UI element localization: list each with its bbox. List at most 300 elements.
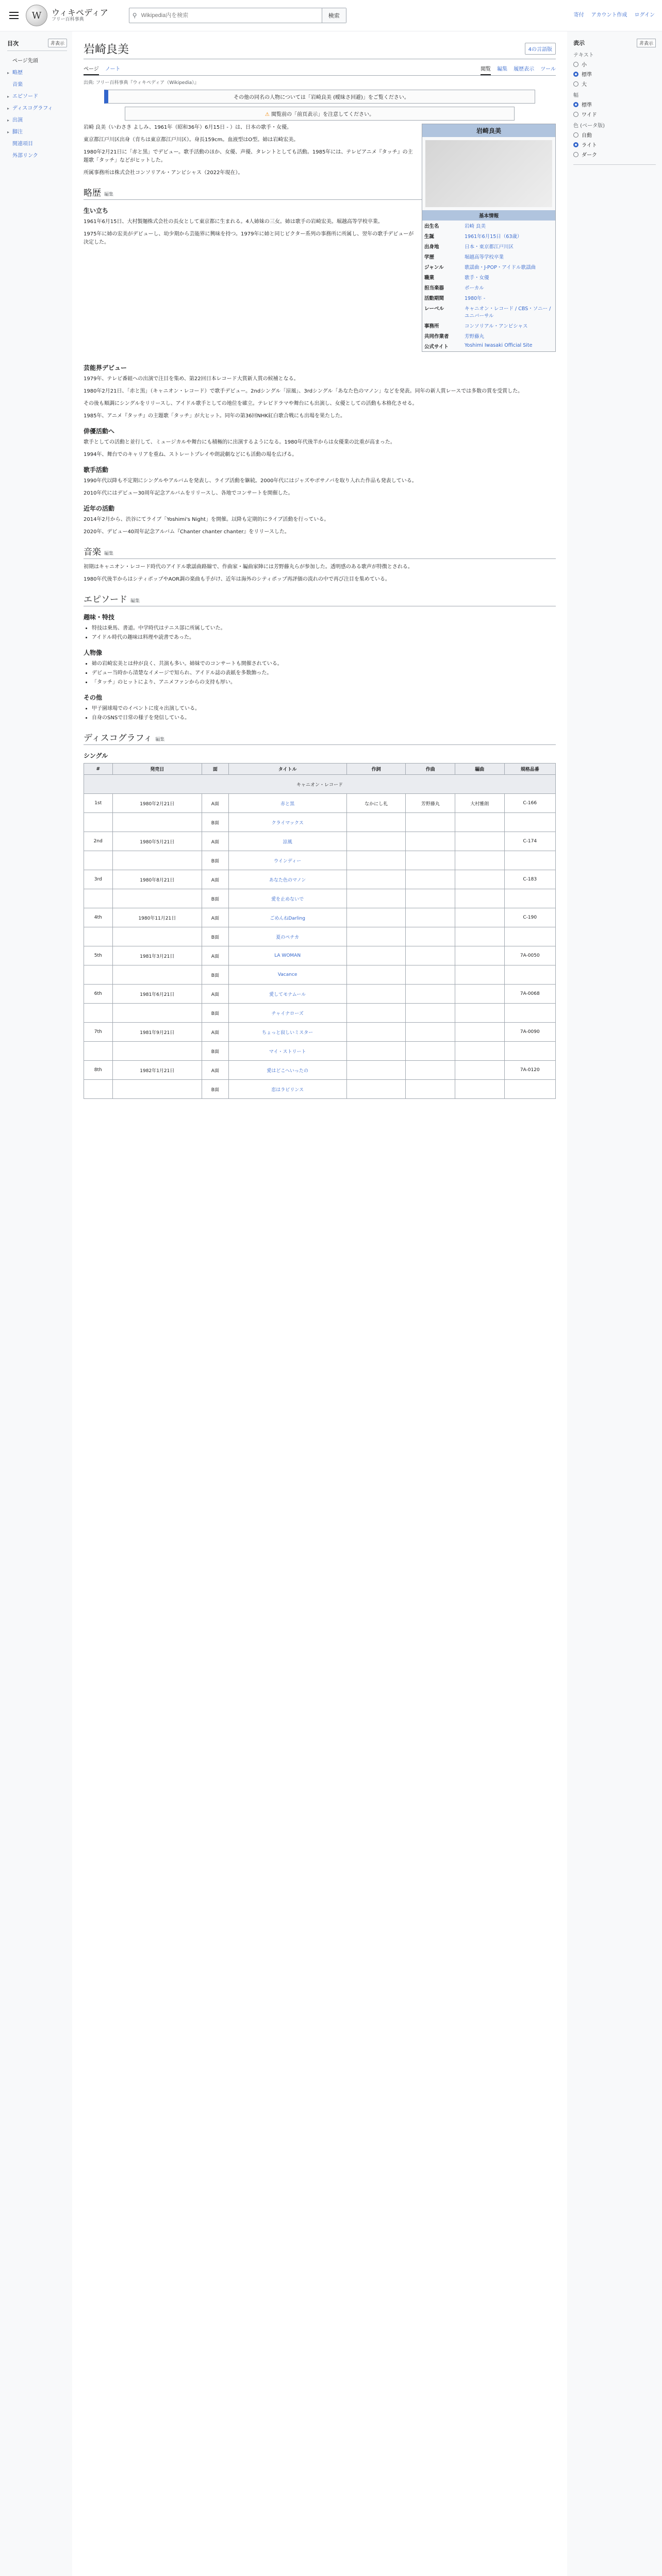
infobox-section: 基本情報 xyxy=(422,210,555,221)
radio-label: 自動 xyxy=(582,133,592,139)
paragraph: 1990年代以降も不定期にシングルやアルバムを発表し、ライブ活動を継続。2000年代にはジャズやボサノバを取り入れた作品も発表している。 xyxy=(84,478,417,484)
table-cell xyxy=(346,946,406,965)
table-row xyxy=(84,794,556,813)
paragraph: その後も順調にシングルをリリースし、アイドル歌手としての地位を確立。テレビドラマや舞台にも出演し、女優としての活動も本格化させる。 xyxy=(84,401,418,406)
infobox-row xyxy=(422,303,555,320)
radio-label: 大 xyxy=(582,82,587,88)
table-cell[interactable]: 涼風 xyxy=(228,832,346,851)
page-title xyxy=(84,41,556,59)
table-cell[interactable]: クライマックス xyxy=(228,813,346,832)
infobox-value[interactable]: Yoshimi Iwasaki Official Site xyxy=(465,343,533,348)
table-cell xyxy=(406,985,455,1004)
table-cell xyxy=(84,889,113,908)
text-size-label: テキスト xyxy=(573,53,594,58)
radio-label: ワイド xyxy=(582,112,597,118)
radio-option[interactable] xyxy=(573,131,656,139)
paragraph: 1985年、アニメ『タッチ』の主題歌「タッチ」が大ヒット。同年の第36回NHK紅白歌合戦にも出場を果たした。 xyxy=(84,413,346,419)
bullet-list xyxy=(84,624,556,642)
table-row xyxy=(84,946,556,965)
tab-page[interactable]: ページ xyxy=(84,62,99,75)
table-cell: B面 xyxy=(202,1004,228,1023)
table-cell xyxy=(406,870,455,889)
table-cell: 7A-0050 xyxy=(504,946,555,965)
table-row xyxy=(84,1004,556,1023)
table-cell xyxy=(112,927,202,946)
table-cell xyxy=(455,965,504,985)
table-cell: A面 xyxy=(202,1061,228,1080)
table-cell xyxy=(346,927,406,946)
table-row xyxy=(84,851,556,870)
table-cell: 5th xyxy=(84,946,113,965)
infobox-value[interactable]: 歌手・女優 xyxy=(465,275,489,281)
table-row xyxy=(84,965,556,985)
table-cell xyxy=(406,832,455,851)
radio-option[interactable] xyxy=(573,150,656,158)
infobox-value[interactable]: 歌謡曲・J-POP・アイドル歌謡曲 xyxy=(465,265,536,270)
infobox-row xyxy=(422,251,555,262)
table-cell: 3rd xyxy=(84,870,113,889)
table-cell xyxy=(346,1061,406,1080)
infobox-key: 生誕 xyxy=(424,234,435,240)
table-cell: B面 xyxy=(202,1080,228,1099)
table-cell: A面 xyxy=(202,794,228,813)
table-cell xyxy=(455,1080,504,1099)
page-layout xyxy=(0,31,662,2576)
radio-label: 標準 xyxy=(582,103,592,108)
table-cell: A面 xyxy=(202,908,228,927)
table-header-row xyxy=(84,764,556,775)
subsection-heading: 生い立ち xyxy=(84,207,109,214)
table-cell: B面 xyxy=(202,965,228,985)
table-cell xyxy=(84,965,113,985)
table-row xyxy=(84,870,556,889)
table-cell xyxy=(455,832,504,851)
toc-item[interactable] xyxy=(7,54,67,66)
table-cell: 7A-0068 xyxy=(504,985,555,1004)
table-cell: 1981年6月21日 xyxy=(112,985,202,1004)
table-cell xyxy=(84,1080,113,1099)
appearance-box xyxy=(573,39,656,165)
table-cell[interactable]: 恋はラビリンス xyxy=(228,1080,346,1099)
radio-dot-icon[interactable] xyxy=(573,142,578,147)
radio-option[interactable] xyxy=(573,141,656,148)
radio-dot-icon[interactable] xyxy=(573,81,578,87)
table-cell[interactable]: あなた色のマノン xyxy=(228,870,346,889)
infobox-key: 出生名 xyxy=(424,224,439,229)
column-header: # xyxy=(84,764,113,775)
table-cell xyxy=(406,946,455,965)
paragraph: 歌手としての活動と並行して、ミュージカルや舞台にも積極的に出演するようになる。1980年代後半からは女優業の比重が高まった。 xyxy=(84,439,395,445)
portrait-image[interactable] xyxy=(425,140,552,207)
list-item: • デビュー当時から清楚なイメージで知られ、アイドル誌の表紙を多数飾った。 xyxy=(92,669,556,677)
column-header: 作曲 xyxy=(406,764,455,775)
page-tabs xyxy=(84,62,556,76)
main-menu-button[interactable] xyxy=(6,8,22,23)
toc-item[interactable] xyxy=(7,137,67,149)
table-cell xyxy=(455,870,504,889)
table-cell xyxy=(346,965,406,985)
radio-dot-icon[interactable] xyxy=(573,102,578,107)
table-cell xyxy=(112,813,202,832)
table-cell: A面 xyxy=(202,1023,228,1042)
table-cell[interactable]: 愛はどこへいったの xyxy=(228,1061,346,1080)
table-cell xyxy=(455,1061,504,1080)
infobox-value[interactable]: 堀越高等学校卒業 xyxy=(465,255,504,260)
infobox-value[interactable]: 1961年6月15日（63歳） xyxy=(465,234,522,240)
infobox-row xyxy=(422,241,555,251)
paragraph: 初期はキャニオン・レコード時代のアイドル歌謡曲路線で、作曲家・編曲家陣には芳野藤丸らが参加した。透明感のある歌声が特徴とされる。 xyxy=(84,564,413,570)
menu-line xyxy=(9,18,19,19)
bullet-list xyxy=(84,660,556,687)
section-heading-episode xyxy=(84,592,556,606)
edit-link[interactable]: 編集 xyxy=(104,192,114,197)
table-row xyxy=(84,889,556,908)
subsection-heading: 歌手活動 xyxy=(84,466,109,473)
table-cell: 6th xyxy=(84,985,113,1004)
table-cell xyxy=(346,832,406,851)
radio-label: 小 xyxy=(582,62,587,68)
toc-hide-button[interactable]: 非表示 xyxy=(48,39,67,47)
radio-dot-icon[interactable] xyxy=(573,72,578,77)
table-cell: 4th xyxy=(84,908,113,927)
lead-paragraph: 所属事務所は株式会社コンソリアル・アンビシャス（2022年現在）。 xyxy=(84,170,243,176)
table-cell xyxy=(455,927,504,946)
infobox-key: 学歴 xyxy=(424,255,435,260)
table-cell: 7th xyxy=(84,1023,113,1042)
table-cell[interactable]: ちょっと寂しいミスター xyxy=(228,1023,346,1042)
infobox-key: 活動期間 xyxy=(424,296,444,301)
table-cell: 1980年11月21日 xyxy=(112,908,202,927)
subsection-heading: 趣味・特技 xyxy=(84,614,115,621)
table-cell: A面 xyxy=(202,870,228,889)
table-cell[interactable]: 赤と黒 xyxy=(228,794,346,813)
table-cell xyxy=(346,1004,406,1023)
color-options xyxy=(573,131,656,158)
table-cell xyxy=(504,1042,555,1061)
search-icon: ⚲ xyxy=(132,12,137,19)
appearance-title: 表示 xyxy=(573,40,585,46)
radio-option[interactable] xyxy=(573,100,656,108)
paragraph: 1979年、テレビ番組への出演で注目を集め、第22回日本レコード大賞新人賞の候補となる。 xyxy=(84,376,299,382)
menu-line xyxy=(9,15,19,16)
table-cell[interactable]: 愛を止めないで xyxy=(228,889,346,908)
paragraph: 1994年、舞台でのキャリアを重ね、ストレートプレイや朗読劇などにも活動の場を広げる。 xyxy=(84,452,297,457)
table-cell xyxy=(504,1080,555,1099)
edit-link[interactable]: 編集 xyxy=(155,737,165,742)
chevron-right-icon[interactable]: ▸ xyxy=(7,71,10,75)
table-row xyxy=(84,1080,556,1099)
source-line: 出典: フリー百科事典『ウィキペディア（Wikipedia）』 xyxy=(84,80,199,86)
edit-link[interactable]: 編集 xyxy=(130,599,140,604)
table-cell: 1st xyxy=(84,794,113,813)
site-header xyxy=(0,0,662,31)
radio-option[interactable] xyxy=(573,110,656,118)
infobox-value[interactable]: コンソリアル・アンビシャス xyxy=(465,324,528,329)
table-cell: 1980年5月21日 xyxy=(112,832,202,851)
donate-link[interactable]: 寄付 xyxy=(573,12,584,18)
column-header: 規格品番 xyxy=(504,764,555,775)
table-cell xyxy=(406,1023,455,1042)
table-cell[interactable]: チャイナローズ xyxy=(228,1004,346,1023)
table-cell xyxy=(346,870,406,889)
infobox-row xyxy=(422,293,555,303)
toc-item[interactable] xyxy=(7,125,67,137)
table-cell xyxy=(84,851,113,870)
table-cell xyxy=(84,1042,113,1061)
infobox-value[interactable]: 岩崎 良美 xyxy=(465,224,486,229)
logo-title: ウィキペディア xyxy=(52,8,108,18)
table-row xyxy=(84,927,556,946)
page-title-text: 岩崎良美 xyxy=(84,43,129,56)
table-cell xyxy=(84,813,113,832)
infobox-row xyxy=(422,221,555,231)
toc-item-label: エピソード xyxy=(12,94,38,99)
table-cell xyxy=(112,1080,202,1099)
radio-label: ダーク xyxy=(582,152,597,158)
table-cell xyxy=(504,813,555,832)
list-item: • アイドル時代の趣味は料理や読書であった。 xyxy=(92,634,556,642)
tab-talk[interactable]: ノート xyxy=(105,66,121,72)
table-cell[interactable]: ウインディー xyxy=(228,851,346,870)
table-cell: B面 xyxy=(202,927,228,946)
table-cell xyxy=(455,813,504,832)
table-cell: 1980年8月21日 xyxy=(112,870,202,889)
infobox-key: レーベル xyxy=(424,306,444,312)
toc-item[interactable] xyxy=(7,66,67,78)
table-cell[interactable]: ごめんねDarling xyxy=(228,908,346,927)
radio-option[interactable] xyxy=(573,80,656,88)
list-item: • 姉の岩崎宏美とは仲が良く、共演も多い。姉妹でのコンサートも開催されている。 xyxy=(92,660,556,668)
subsection-heading: その他 xyxy=(84,694,103,701)
infobox-row xyxy=(422,320,555,331)
label-row xyxy=(84,775,556,794)
table-row xyxy=(84,813,556,832)
color-label: 色 (ベータ版) xyxy=(573,123,605,129)
infobox-row xyxy=(422,341,555,351)
toc-header xyxy=(7,39,67,51)
lead-paragraph: 1980年2月21日に「赤と黒」でデビュー。歌手活動のほか、女優、声優、タレントとしても活動。1985年には、テレビアニメ『タッチ』の主題歌「タッチ」などがヒットした。 xyxy=(84,149,413,163)
chevron-right-icon[interactable]: ▸ xyxy=(7,106,10,111)
toc-list xyxy=(7,54,67,161)
disambiguation-box: その他の同名の人物については「岩崎良美 (曖昧さ回避)」をご覧ください。 xyxy=(104,90,535,104)
radio-dot-icon[interactable] xyxy=(573,152,578,157)
radio-dot-icon[interactable] xyxy=(573,62,578,67)
subsection-heading: 近年の活動 xyxy=(84,505,115,512)
notice-text: 閲覧前の「前頁表示」を注意してください。 xyxy=(271,112,375,117)
page-bottom-spacer xyxy=(84,1099,556,1181)
toc-item[interactable] xyxy=(7,149,67,161)
column-header: 発売日 xyxy=(112,764,202,775)
infobox-key: 共同作業者 xyxy=(424,334,449,340)
table-cell xyxy=(455,985,504,1004)
table-cell xyxy=(406,1061,455,1080)
table-cell: C-183 xyxy=(504,870,555,889)
table-cell xyxy=(504,927,555,946)
main-content xyxy=(72,31,567,2576)
infobox xyxy=(422,124,556,352)
radio-label: ライト xyxy=(582,143,597,148)
toc-item[interactable] xyxy=(7,90,67,101)
table-cell: 大村雅朗 xyxy=(455,794,504,813)
table-cell xyxy=(455,946,504,965)
label-cell[interactable]: キャニオン・レコード xyxy=(84,775,556,794)
table-cell[interactable]: Vacance xyxy=(228,965,346,985)
paragraph: 1980年代後半からはシティポップやAOR調の楽曲も手がけ、近年は海外のシティポップ再評価の流れの中で再び注目を集めている。 xyxy=(84,577,390,582)
table-cell xyxy=(346,1080,406,1099)
table-cell xyxy=(455,889,504,908)
infobox-row xyxy=(422,231,555,241)
table-cell xyxy=(455,1004,504,1023)
edit-link[interactable]: 編集 xyxy=(104,551,114,556)
chevron-right-icon[interactable]: ▸ xyxy=(7,130,10,134)
table-cell xyxy=(84,927,113,946)
toc-item-label: ページ先頭 xyxy=(12,58,38,64)
chevron-right-icon[interactable]: ▸ xyxy=(7,94,10,99)
table-cell xyxy=(346,851,406,870)
toc-item[interactable] xyxy=(7,78,67,90)
radio-option[interactable] xyxy=(573,70,656,78)
table-cell xyxy=(112,889,202,908)
chevron-right-icon[interactable]: ▸ xyxy=(7,118,10,123)
tab-tools[interactable]: ツール xyxy=(540,66,556,72)
infobox-key: 担当楽器 xyxy=(424,285,444,291)
subsection-heading: 人物像 xyxy=(84,649,103,656)
heading-text: エピソード xyxy=(84,595,127,605)
appearance-panel xyxy=(567,31,662,2576)
table-cell[interactable]: LA WOMAN xyxy=(228,946,346,965)
tab-read[interactable]: 閲覧 xyxy=(481,62,491,75)
table-cell xyxy=(406,1080,455,1099)
table-cell: 1981年9月21日 xyxy=(112,1023,202,1042)
search-input[interactable] xyxy=(140,12,322,19)
heading-text: ディスコグラフィ xyxy=(84,733,153,743)
list-item: • 「タッチ」のヒットにより、アニメファンからの支持も厚い。 xyxy=(92,679,556,687)
subsection-heading: シングル xyxy=(84,752,108,759)
infobox-key: ジャンル xyxy=(424,265,444,270)
lead-paragraph: 岩崎 良美（いわさき よしみ、1961年（昭和36年）6月15日 - ）は、日本の歌手・女優。 xyxy=(84,125,292,130)
language-button[interactable]: 4の言語版 xyxy=(525,43,556,55)
toc-item-label: 略歴 xyxy=(12,70,23,76)
table-cell xyxy=(504,965,555,985)
table-cell: 2nd xyxy=(84,832,113,851)
toc-sidebar xyxy=(0,31,72,2576)
infobox-key: 職業 xyxy=(424,275,435,281)
search-button[interactable]: 検索 xyxy=(322,8,346,23)
table-cell xyxy=(455,908,504,927)
width-options xyxy=(573,100,656,118)
table-cell: なかにし礼 xyxy=(346,794,406,813)
singles-table xyxy=(84,763,556,1099)
radio-dot-icon[interactable] xyxy=(573,112,578,117)
infobox-row xyxy=(422,262,555,272)
table-cell xyxy=(406,1004,455,1023)
table-row xyxy=(84,1061,556,1080)
column-header: 作詞 xyxy=(346,764,406,775)
wikipedia-globe-icon: W xyxy=(26,5,47,26)
infobox-key: 公式サイト xyxy=(424,344,449,350)
table-cell: B面 xyxy=(202,1042,228,1061)
tab-history[interactable]: 履歴表示 xyxy=(514,66,535,72)
column-header: 編曲 xyxy=(455,764,504,775)
paragraph: 2014年2月から、渋谷にてライブ「Yoshimi's Night」を開催。以降も定期的にライブ活動を行っている。 xyxy=(84,517,329,522)
table-cell[interactable]: 愛してモナムール xyxy=(228,985,346,1004)
infobox-value[interactable]: 芳野藤丸 xyxy=(465,334,485,340)
appearance-hide-button[interactable]: 非表示 xyxy=(637,39,656,47)
table-cell xyxy=(346,1023,406,1042)
infobox-value[interactable]: 1980年 - xyxy=(465,296,486,301)
create-account-link[interactable]: アカウント作成 xyxy=(591,12,627,18)
table-cell xyxy=(406,1042,455,1061)
list-item: • 甲子園球場でのイベントに度々出演している。 xyxy=(92,705,556,713)
table-row xyxy=(84,908,556,927)
table-cell xyxy=(112,851,202,870)
table-cell: 1982年1月21日 xyxy=(112,1061,202,1080)
heading-text: 音楽 xyxy=(84,547,101,557)
table-cell: A面 xyxy=(202,946,228,965)
paragraph: 2020年、デビュー40周年記念アルバム『Chanter chanter chanter』をリリースした。 xyxy=(84,529,290,535)
table-row xyxy=(84,985,556,1004)
section-heading-discography xyxy=(84,731,556,745)
table-cell: C-174 xyxy=(504,832,555,851)
table-cell xyxy=(112,1004,202,1023)
table-cell: 7A-0090 xyxy=(504,1023,555,1042)
subsection-heading: 芸能界デビュー xyxy=(84,364,127,371)
table-cell xyxy=(406,965,455,985)
table-cell[interactable]: マイ・ストリート xyxy=(228,1042,346,1061)
section-heading-music xyxy=(84,545,556,559)
radio-dot-icon[interactable] xyxy=(573,132,578,138)
paragraph: 2010年代にはデビュー30周年記念アルバムをリリースし、各地でコンサートを開催した。 xyxy=(84,490,293,496)
login-link[interactable]: ログイン xyxy=(634,12,655,18)
toc-item[interactable] xyxy=(7,101,67,113)
radio-option[interactable] xyxy=(573,60,656,68)
table-cell xyxy=(504,889,555,908)
table-cell xyxy=(406,889,455,908)
paragraph: 1980年2月21日、「赤と黒」（キャニオン・レコード）で歌手デビュー。2ndシングル「涼風」、3rdシングル「あなた色のマノン」などを発表。同年の新人賞レースでは多数の賞を受賞した。 xyxy=(84,388,523,394)
table-cell: 芳野藤丸 xyxy=(406,794,455,813)
tab-edit[interactable]: 編集 xyxy=(497,66,508,72)
paragraph: 1975年に姉の宏美がデビューし、幼少期から芸能界に興味を持つ。1979年に姉と同じビクター系列の事務所に所属し、翌年の歌手デビューが決定した。 xyxy=(84,231,414,245)
table-cell xyxy=(346,813,406,832)
logo-subtitle: フリー百科事典 xyxy=(52,16,84,22)
table-cell[interactable]: 夏のペチカ xyxy=(228,927,346,946)
table-cell xyxy=(455,851,504,870)
notice-box xyxy=(125,107,515,121)
table-cell: A面 xyxy=(202,832,228,851)
table-cell xyxy=(346,889,406,908)
warning-icon: ⚠ xyxy=(264,112,270,117)
toc-item-label: 脚注 xyxy=(12,129,23,135)
infobox-value[interactable]: キャニオン・レコード / CBS・ソニー / ユニバーサル xyxy=(465,306,551,319)
wikipedia-logo[interactable] xyxy=(26,5,108,26)
infobox-key: 事務所 xyxy=(424,324,439,329)
table-row xyxy=(84,1042,556,1061)
heading-text: 略歴 xyxy=(84,188,101,198)
toc-item[interactable] xyxy=(7,113,67,125)
table-cell xyxy=(112,1042,202,1061)
infobox-title: 岩崎良美 xyxy=(422,124,555,137)
table-cell xyxy=(406,813,455,832)
infobox-key: 出身地 xyxy=(424,244,439,250)
table-cell xyxy=(455,1042,504,1061)
table-cell xyxy=(84,1004,113,1023)
user-nav xyxy=(574,10,655,18)
infobox-value[interactable]: ボーカル xyxy=(465,285,484,291)
table-cell: 1980年2月21日 xyxy=(112,794,202,813)
column-header: 面 xyxy=(202,764,228,775)
lead-section xyxy=(84,124,556,357)
infobox-value[interactable]: 日本・東京都江戸川区 xyxy=(465,244,514,250)
